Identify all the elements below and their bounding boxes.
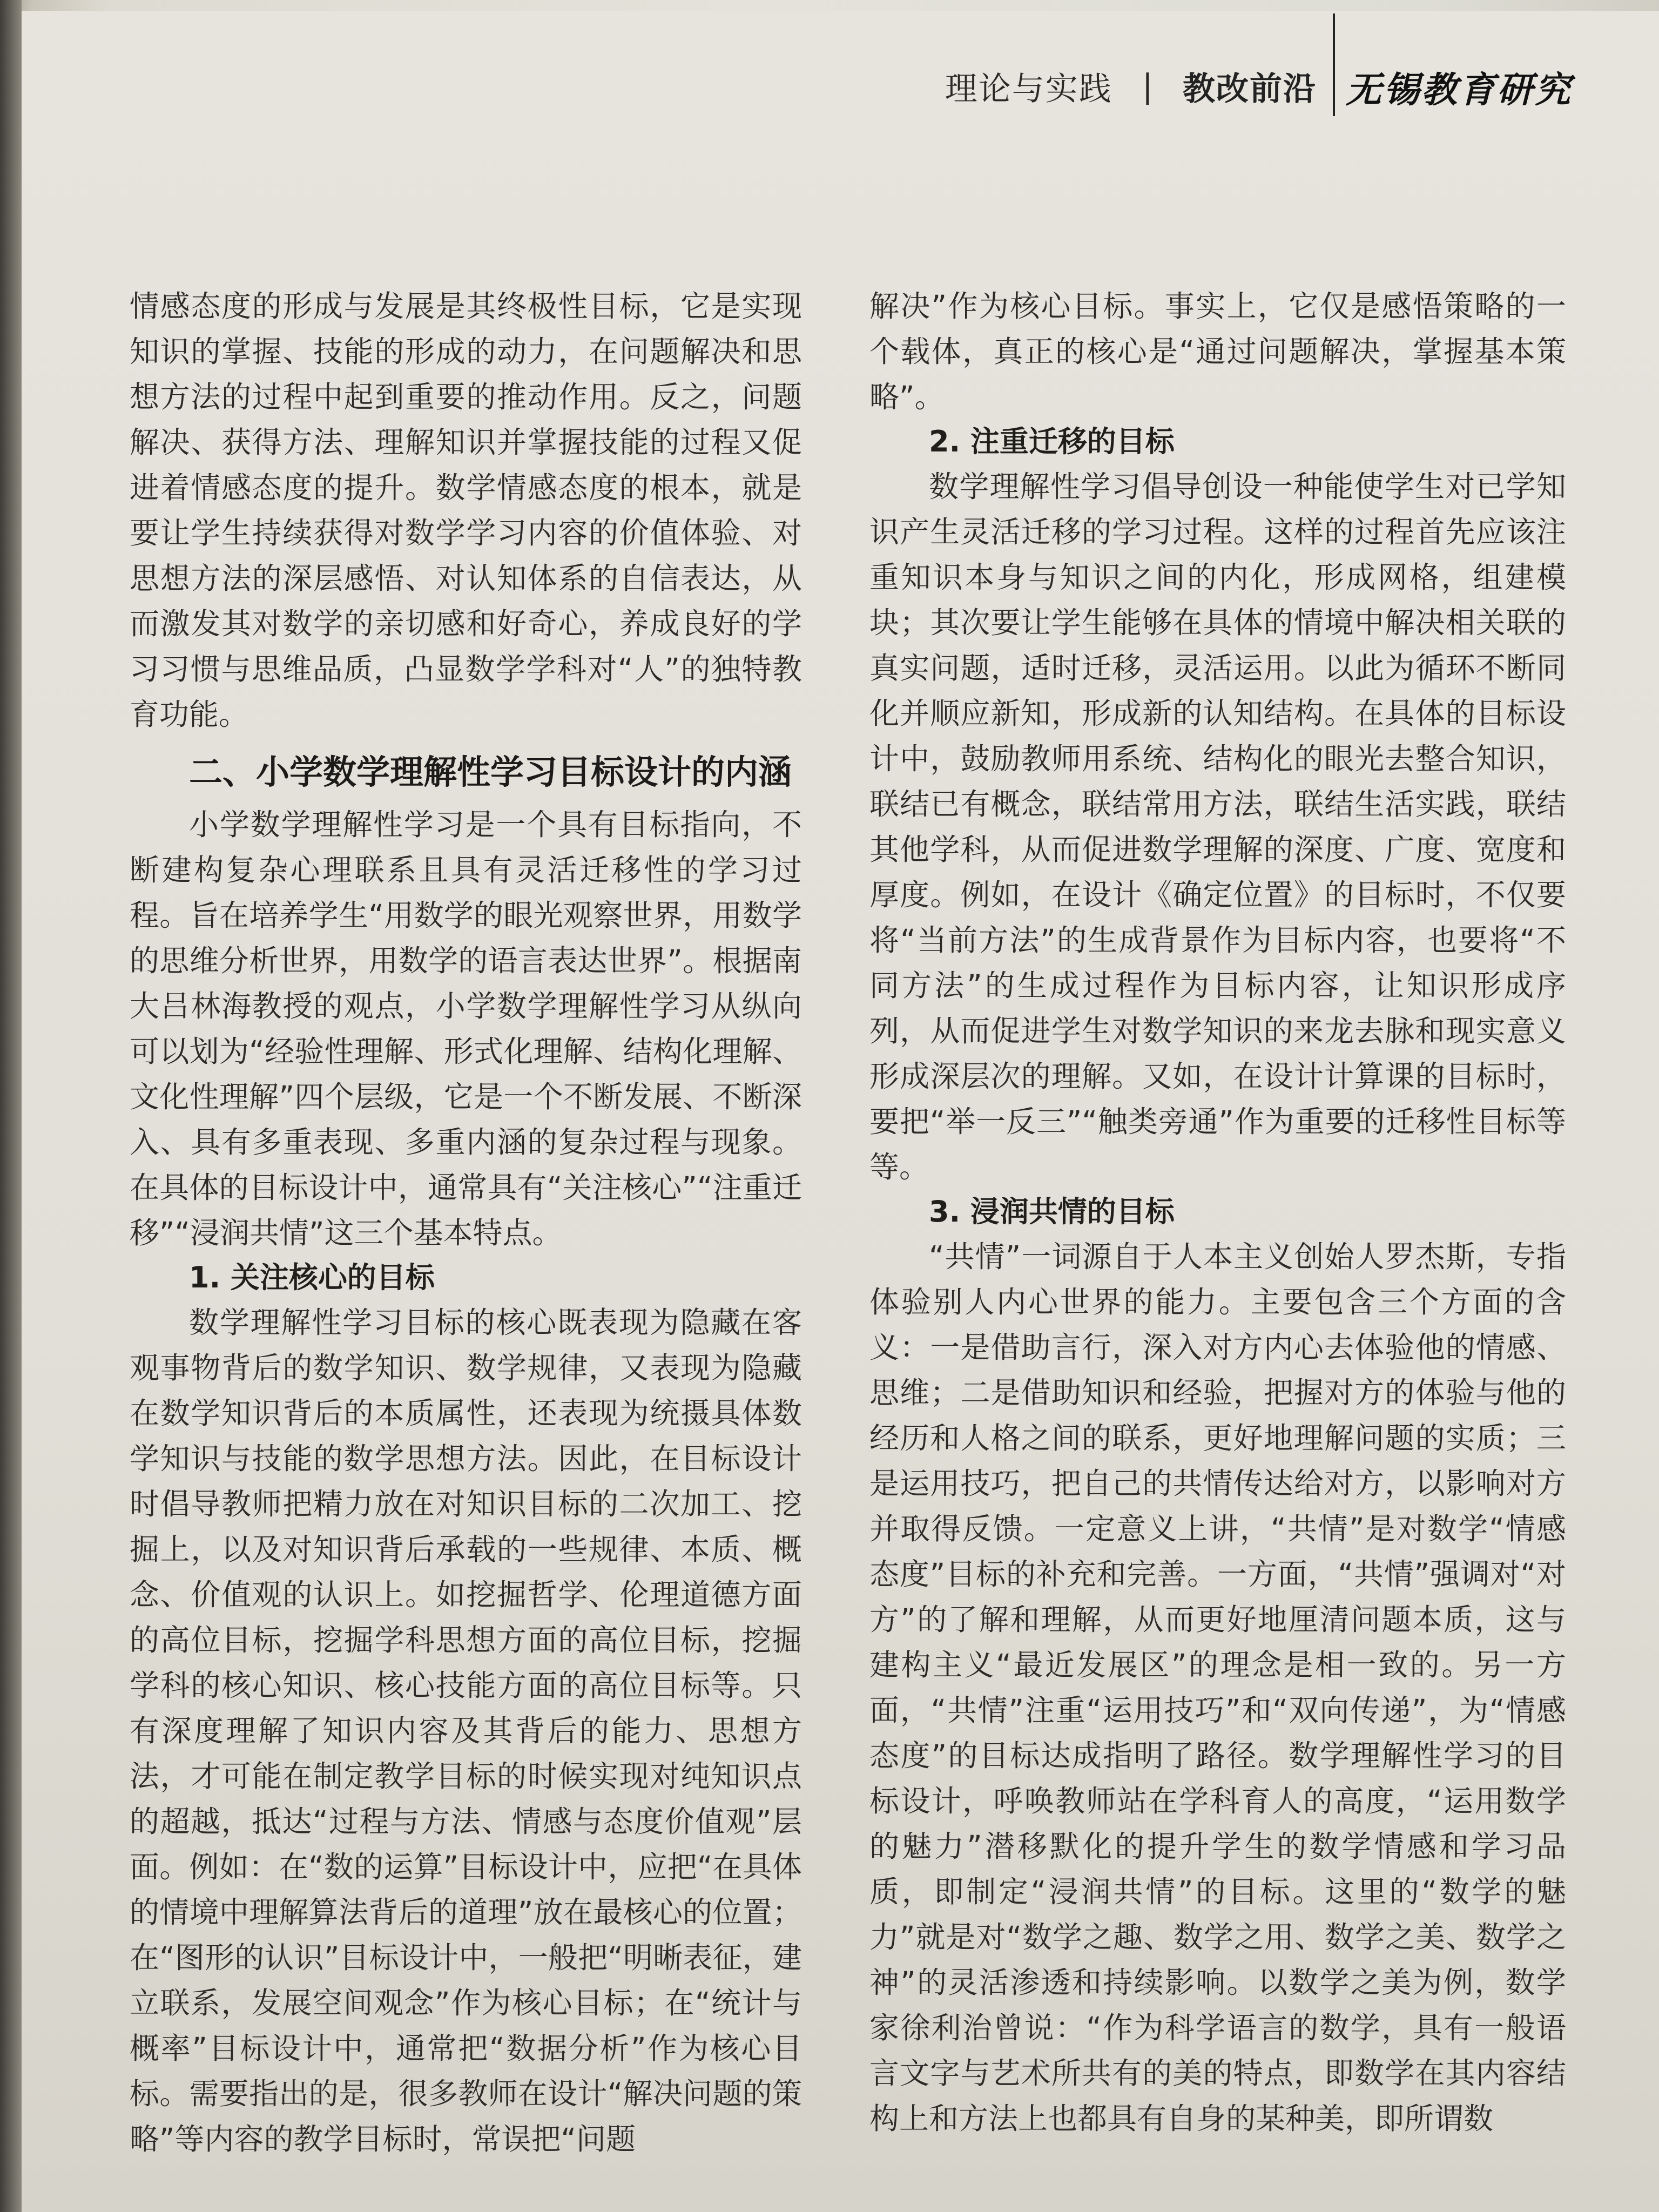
subheading-transfer: 2. 注重迁移的目标	[929, 424, 1175, 458]
header-separator: |	[1142, 68, 1153, 105]
book-spine-shadow	[0, 0, 22, 2212]
right-paragraph-1: 解决”作为核心目标。事实上，它仅是感悟策略的一个载体，真正的核心是“通过问题解决，掌握基本策略”。	[869, 289, 1566, 414]
running-header	[945, 54, 1573, 119]
left-column	[130, 284, 802, 2162]
right-column	[869, 284, 1566, 2141]
header-column-label: 教改前沿	[1183, 70, 1317, 108]
header-vertical-rule	[1333, 14, 1335, 116]
book-page	[22, 11, 1659, 2212]
journal-title: 无锡教育研究	[1346, 68, 1573, 111]
section-heading-2: 二、小学数学理解性学习目标设计的内涵	[189, 752, 792, 792]
header-section-label: 理论与实践	[945, 70, 1112, 108]
subheading-focus-core: 1. 关注核心的目标	[189, 1260, 435, 1294]
right-paragraph-2: 数学理解性学习倡导创设一种能使学生对已学知识产生灵活迁移的学习过程。这样的过程首先应该注重知识本身与知识之间的内化，形成网格，组建模块；其次要让学生能够在具体的情境中解决相关联的真实问题，适时迁移，灵活运用。以此为循环不断同化并顺应新知，形成新的认知结构。在具体的目标设计中，鼓励教师用系统、结构化的眼光去整合知识，联结已有概念，联结常用方法，联结生活实践，联结其他学科，从而促进数学理解的深度、广度、宽度和厚度。例如，在设计《确定位置》的目标时，不仅要将“当前方法”的生成背景作为目标内容，也要将“不同方法”的生成过程作为目标内容，让知识形成序列，从而促进学生对数学知识的来龙去脉和现实意义形成深层次的理解。又如，在设计计算课的目标时，要把“举一反三”“触类旁通”作为重要的迁移性目标等等。	[869, 469, 1566, 1184]
left-paragraph-2: 小学数学理解性学习是一个具有目标指向，不断建构复杂心理联系且具有灵活迁移性的学习过程。旨在培养学生“用数学的眼光观察世界，用数学的思维分析世界，用数学的语言表达世界”。根据南大吕林海教授的观点，小学数学理解性学习从纵向可以划为“经验性理解、形式化理解、结构化理解、文化性理解”四个层级，它是一个不断发展、不断深入、具有多重表现、多重内涵的复杂过程与现象。在具体的目标设计中，通常具有“关注核心”“注重迁移”“浸润共情”这三个基本特点。	[130, 807, 802, 1250]
left-paragraph-3: 数学理解性学习目标的核心既表现为隐藏在客观事物背后的数学知识、数学规律，又表现为隐藏在数学知识背后的本质属性，还表现为统摄具体数学知识与技能的数学思想方法。因此，在目标设计时倡导教师把精力放在对知识目标的二次加工、挖掘上，以及对知识背后承载的一些规律、本质、概念、价值观的认识上。如挖掘哲学、伦理道德方面的高位目标，挖掘学科思想方面的高位目标，挖掘学科的核心知识、核心技能方面的高位目标等。只有深度理解了知识内容及其背后的能力、思想方法，才可能在制定教学目标的时候实现对纯知识点的超越，抵达“过程与方法、情感与态度价值观”层面。例如：在“数的运算”目标设计中，应把“在具体的情境中理解算法背后的道理”放在最核心的位置；在“图形的认识”目标设计中，一般把“明晰表征，建立联系，发展空间观念”作为核心目标；在“统计与概率”目标设计中，通常把“数据分析”作为核心目标。需要指出的是，很多教师在设计“解决问题的策略”等内容的教学目标时，常误把“问题	[130, 1305, 802, 2156]
right-paragraph-3: “共情”一词源自于人本主义创始人罗杰斯，专指体验别人内心世界的能力。主要包含三个方面的含义：一是借助言行，深入对方内心去体验他的情感、思维；二是借助知识和经验，把握对方的体验与他的经历和人格之间的联系，更好地理解问题的实质；三是运用技巧，把自己的共情传达给对方，以影响对方并取得反馈。一定意义上讲，“共情”是对数学“情感态度”目标的补充和完善。一方面，“共情”强调对“对方”的了解和理解，从而更好地厘清问题本质，这与建构主义“最近发展区”的理念是相一致的。另一方面，“共情”注重“运用技巧”和“双向传递”，为“情感态度”的目标达成指明了路径。数学理解性学习的目标设计，呼唤教师站在学科育人的高度，“运用数学的魅力”潜移默化的提升学生的数学情感和学习品质，即制定“浸润共情”的目标。这里的“数学的魅力”就是对“数学之趣、数学之用、数学之美、数学之神”的灵活渗透和持续影响。以数学之美为例，数学家徐利治曾说：“作为科学语言的数学，具有一般语言文字与艺术所共有的美的特点，即数学在其内容结构上和方法上也都具有自身的某种美，即所谓数	[869, 1239, 1566, 2136]
left-paragraph-1: 情感态度的形成与发展是其终极性目标，它是实现知识的掌握、技能的形成的动力，在问题解决和思想方法的过程中起到重要的推动作用。反之，问题解决、获得方法、理解知识并掌握技能的过程又促进着情感态度的提升。数学情感态度的根本，就是要让学生持续获得对数学学习内容的价值体验、对思想方法的深层感悟、对认知体系的自信表达，从而激发其对数学的亲切感和好奇心，养成良好的学习习惯与思维品质，凸显数学学科对“人”的独特教育功能。	[130, 289, 802, 732]
subheading-empathy: 3. 浸润共情的目标	[929, 1195, 1175, 1229]
